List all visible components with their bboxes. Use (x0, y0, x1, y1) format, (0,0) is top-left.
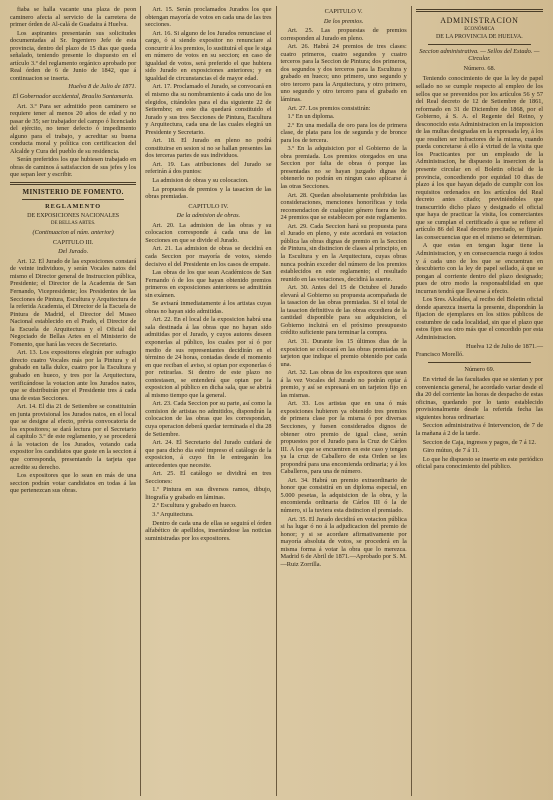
circular-number: Número. 68. (463, 64, 496, 72)
article-paragraph: Art. 21. La admision de obras se decidirá en cada Seccion por mayoría de votos, siendo decisivo el del Presidente en los casos de empate. (145, 245, 272, 268)
article-paragraph: Los expositores que lo sean en más de una seccion podrán votar candidatos en todas á las que pertenezcan sus obras. (10, 472, 137, 495)
article-paragraph: Art. 17. Proclamado el Jurado, se convocará en el mismo dia su nombramiento á cada uno de los elegidos, citándoles para el dia siguiente 22 de Setiembre; en este dia quedará constituido el Jurado y sus tres Secciones de Pintura, Escultura y Arquitectura, cada una de las cuales elegirá un Presidente y Secretario. (145, 83, 272, 136)
circular-paragraph: A que estas en tengan lugar tiene la Administracion, y en consecuencia ruego á todos y á cada uno de los que se encuentran en descubierto con la ley de papel sellado, á que se pongan al corriente dentro del plazo designado; pues de otro modo la responsabilidad en que incurran tendrá que llevarse á efecto. (415, 242, 543, 295)
column-1 (6, 6, 141, 796)
article-paragraph: 2.º En una medalla de oro para los de primera clase, de plata para los de segunda y de bronce para los de tercera. (280, 121, 407, 144)
notice-paragraph: fiaba se halla vacante una plaza de peon caminero afecta al servicio de la carretera de primer órden de Al-calá de Guadaira á Huelva. (10, 6, 137, 29)
chapter-heading: CAPITULO IV. (188, 202, 229, 210)
article-paragraph: Art. 34. Habrá un premio extraordinario de honor que consistirá en un diploma especial, en 5.000 pesetas, la adquisicion de la obra, y la encomienda ordinaria de Cárlos III ó la de número, si la tuviera esta distincion el premiado. (280, 476, 407, 514)
article-paragraph: Art. 19. Las atribuciones del Jurado se referirán á dos puntos: (145, 160, 272, 176)
article-paragraph: Art. 12. El Jurado de las exposiciones constará de veinte individuos, y serán Vocales natos del mismo el Director general de Instruccion pública, Presidente; el Director de la Academia de San Fernando, Vicepresidente; los Presidentes de las Secciones de Pintura, Escultura y Arquitectura de la referida Academia, el Director de la Escuela de Pintura de Madrid, el Director del Museo Nacional establecido en el Prado, el Director de la Escuela de Arquitectura y el Oficial del Negociado de Bellas Artes en el Ministerio de Fomento, que hará las veces de Secretario. (10, 257, 137, 348)
article-paragraph: 1.º En un diploma. (287, 113, 335, 121)
reglamento-subtitle: DE EXPOSICIONES NACIONALES (27, 212, 120, 219)
article-paragraph: Art. 24. El Secretario del Jurado cuidará de que para dicho dia esté impreso el catálogo de la exposicion, á cuyo fin le entregarán los antecedentes que necesite. (145, 439, 272, 469)
place-date: Huelva 12 de Julio de 1871.— (466, 342, 543, 350)
article-paragraph: Art. 30. Antes del 15 de Octubre el Jurado elevará al Gobierno su propuesta acompañada de la tasacion de las obras premiadas. Si el total de la tasacion definitiva de las obras excediera de la cantidad disponible para su adquisicion, el Gobierno incluirá en el próximo presupuesto crédito suficiente para terminar la compra. (280, 284, 407, 337)
article-paragraph: Art. 14. El dia 21 de Setiembre se constituirán en junta provisional los Jurados natos, en el local que se designe al efecto, prévia convocatoria de los expositores; se dará lectura por el Secretario al capítulo 3.º de este reglamento, y se procederá á la votacion de los Jurados, votando cada expositor los candidatos que guste en la seccion á que corresponda, presentando la tarjeta que acredite su derecho. (10, 403, 137, 471)
article-paragraph: Art. 33. Los artistas que en una ó más exposiciones hubieren ya obtenido tres premios de primera clase por la misma ó por diversas Secciones, y fuesen considerados dignos de obtener otro premio de igual clase, serán propuestos por el Jurado para la Cruz de Cárlos III. A los que se encuentren en este caso y tengan ya la cruz de Caballero de esta Orden se les propondrá para una encomienda ordinaria; y á los Caballeros, para una de número. (280, 400, 407, 476)
article-paragraph: 3.º En la adquisicion por el Gobierno de la obra premiada. Los premios otorgados en una Seccion por falta de obras ó porque las presentadas no se hayan juzgado dignas de obtenerlo no podrán en ningun caso aplicarse á las otras Secciones. (280, 145, 407, 191)
circular-paragraph: En virtud de las facultades que se sientan y por conveniencia general, he acordado variar desde el dia 20 del corriente las horas de despacho de estas oficinas, quedando por lo tanto establecido provisionalmente desde la referida fecha las siguientes horas ordinarias: (415, 376, 543, 421)
column-4 (412, 6, 547, 796)
column-layout (6, 6, 547, 796)
chapter-subheading: De la admision de obras. (176, 212, 241, 220)
article-paragraph: Art. 28. Quedan absolutamente prohibidas las consideraciones, menciones honoríficas y toda recomendacion de cualquier género fuera de los 24 premios que se establecen por este reglamento. (280, 191, 407, 222)
section-note: Seccion administrativa. — Sellos del Estado. — Circular. (419, 47, 540, 63)
circular-paragraph: Lo que he dispuesto se inserte en este periódico oficial para conocimiento del público. (415, 455, 543, 471)
signer-name: Francisco Morelló. (415, 351, 464, 359)
column-2 (141, 6, 276, 796)
article-paragraph: Art. 13. Los expositores elegirán por sufragio directo cuatro Vocales más por la Pintura y el grabado en talla dulce, cuatro por la Escultura y grabado en hueco, y tres por la Arquitectura, verificándose la votacion ante los Jurados natos, que se distribuirán por el Presidente tres á cada una de estas Secciones. (10, 349, 137, 402)
article-paragraph: Serán preferidos los que hubiesen trabajado en obras de caminos á satisfaccion de sus jefes y los que sepan leer y escribir. (10, 156, 137, 179)
article-paragraph: 1.º Pintura en sus diversos ramos, dibujo, litografía y grabado en láminas. (145, 486, 272, 501)
chapter-heading: CAPITULO III. (52, 238, 94, 246)
article-paragraph: Art. 25. El catálogo se dividirá en tres Secciones: (145, 470, 272, 485)
article-paragraph: Art. 31. Durante los 15 últimos dias de la exposicion se colocará en las obras premiadas un tarjeton que indique el premio obtenido por cada una. (280, 337, 407, 368)
article-paragraph: 3.º Arquitectura. (152, 511, 194, 518)
article-paragraph: Art. 25. Las propuestas de premios corresponden al Jurado en pleno. (280, 27, 407, 42)
article-paragraph: Art. 32. Las obras de los expositores que sean á la vez Vocales del Jurado no podrán optar á premio, y así se expresará en un tarjeton fijo en las mismas. (280, 369, 407, 399)
rule-divider (22, 199, 124, 200)
notice-paragraph: Los aspirantes presentarán sus solicitudes documentadas al Sr. Ingeniero Jefe de esta provincia, dentro del plazo de 15 dias que queda señalado, teniendo presente lo dispuesto en el artículo 3.º del reglamento orgánico aprobado por Real órden de 6 de Junio de 1842, que á continuacion se inserta. (10, 29, 137, 82)
ministry-heading: MINISTERIO DE FOMENTO. (22, 188, 124, 197)
article-paragraph: Art. 35. El Jurado decidirá en votacion pública si ha lugar ó no á la adjudicacion del premio de honor; y si se acordare afirmativamente por mayoría absoluta de votos, se procederá en la misma forma á votar la obra que lo merezca. Madrid 6 de Abril de 1871.—Aprobado por S. M.—Ruiz Zorrilla. (280, 515, 407, 568)
circular-paragraph: Los Sres. Alcaldes, al recibo del Boletin oficial donde aparezca inserta la presente, dispondrán la fijacion de ejemplares en los sitios públicos de costumbre de cada localidad, sin que el plazo que estos fijen sea otro más que el concedido por esta Administracion. (415, 296, 543, 342)
article-paragraph: Se avisará inmediatamente á los artistas cuyas obras no hayan sido admitidas. (145, 300, 272, 315)
article-paragraph: Art. 23. Cada Seccion por su parte, así como la comision de artistas no admitidos, dispondrán la colocacion de las obras que les correspondan, cuya operacion deberá quedar terminada el dia 28 de Setiembre. (145, 400, 272, 438)
article-paragraph: Art. 16. Si alguno de los Jurados renunciase el cargo, ó si siendo expositor no renunciare al concurrir á los premios, lo sustituirá el que le siga en número de votos en su seccion; en caso de igualdad de votos, será preferido el que hubiera sido Jurado en exposiciones anteriores; y en igualdad de circunstancias el de mayor edad. (145, 29, 272, 82)
article-paragraph: Art. 18. El Jurado en pleno no podrá constituirse en sesion si no se hallan presentes las dos terceras partes de sus individuos. (145, 137, 272, 160)
office-subtitle-2: DE LA PROVINCIA DE HUELVA. (435, 33, 523, 40)
article-paragraph: Las obras de los que sean Académicos de San Fernando ó de los que hayan obtenido premios primeros en exposiciones anteriores se admitirán sin exámen. (145, 269, 272, 299)
chapter-heading: CAPITULO V. (324, 8, 363, 15)
chapter-subheading: De los premios. (323, 17, 364, 25)
article-paragraph: 2.º Escultura y grabado en hueco. (152, 502, 237, 510)
chapter-subheading: Del Jurado. (58, 248, 89, 256)
article-paragraph: La propuesta de premios y la tasacion de las obras premiadas. (145, 185, 272, 201)
article-paragraph: La admision de obras y su colocacion. (152, 177, 249, 185)
circular-number: Número 69. (464, 365, 495, 373)
office-subtitle: ECONÓMICA (464, 26, 495, 32)
circular-paragraph: Seccion de Caja, ingresos y pagos, de 7 á 12. (422, 438, 537, 446)
article-paragraph: Art. 27. Los premios consistirán: (287, 104, 371, 112)
office-title: ADMINISTRACION (440, 16, 519, 25)
rule-divider (428, 362, 531, 363)
article-paragraph: Dentro de cada una de ellas se seguirá el órden alfabético de apellidos, insertándose las noticias suministradas por los expositores. (145, 519, 272, 542)
place-date: Huelva 8 de Julio de 1871. (68, 83, 137, 91)
circular-paragraph: Teniendo conocimiento de que la ley de papel sellado no se cumple respecto al empleo de los sellos que se prevenidos por los artículos 56 y 57 del Real decreto de 12 de Setiembre de 1861, reformado en 31 de Diciembre de 1868, por el Gobierno, á S. A. el Regente del Reino, y desconocido esta Administracion en la imposicion de las multas designadas en la expresada ley, á los que resulten ser infractores de la misma, cuando pueda concretarse á ello á virtud de la visita que los Practicantes por un empleado de la Administracion, he dispuesto la insercion de la presente circular en el Boletin oficial de la provincia, concediendo por equidad 10 dias de plazo á los que hayan dejado de cumplir con los requisitos ordenados en los artículos del Real decreto antes citado; previniéndoles que transcurrido dicho plazo y designado el oficial que haya de practicar la visita, los comerciantes que se cumplan el certificado á que se refiere el artículo 86 del Real decreto precitado, se fijarán las consecuencias que en el mismo se determinan. (415, 75, 543, 241)
governor-signature: El Gobernador accidental, Braulio Santamaria. (12, 93, 134, 101)
article-paragraph: Art. 22. En el local de la exposicion habrá una sala destinada á las obras que no hayan sido admitidas por el Jurado, y cuyos autores deseen exponerlas al público, los cuales por sí ó por medio de sus representantes decidirán en el término de 24 horas, contadas desde el momento en que reciban el aviso, si optan por exponerlas ó por retirarlas. Si dentro de este plazo no contestasen, se entenderá que optan por la exposicion al público en dicha sala, que se abrirá al mismo tiempo que la general. (145, 316, 272, 399)
article-paragraph: Art. 20. La admision de las obras y su colocacion corresponde á cada una de las Secciones en que se divide el Jurado. (145, 221, 272, 244)
reglamento-subtitle-2: DE BELLAS ARTES. (50, 221, 96, 227)
rule-divider (428, 44, 531, 45)
section-divider (416, 9, 543, 12)
article-paragraph: Art. 15. Serán proclamados Jurados los que obtengan mayoría de votos en cada una de las tres secciones. (145, 6, 272, 29)
article-paragraph: Art. 29. Cada Seccion hará su propuesta para el Jurado en pleno, y este acordará en votacion pública las obras dignas de premio en la Seccion de Pintura, sin distincion de clases al principio, en la Escultura y en la Arquitectura, cuyas obras nunca podrán exceder del número de los premios establecidos en este reglamento; el resultado reunido en las votaciones, decidirá la suerte. (280, 222, 407, 283)
continuation-note: (Continuacion al núm. anterior) (32, 229, 114, 237)
article-paragraph: Art. 26. Habrá 24 premios de tres clases: cuatro primeros, cuatro segundos y cuatro terceros para la Seccion de Pintura; dos primeros, dos segundos y dos terceros para la Escultura y grabado en hueco; uno primero, uno segundo y otro tercero para la Arquitectura, y otro primero, uno segundo y otro tercero para el grabado en láminas. (280, 43, 407, 104)
column-3 (277, 6, 412, 796)
circular-paragraph: Giro mútuo, de 7 á 11. (422, 447, 480, 455)
circular-paragraph: Seccion administrativa é Intervencion, de 7 de la mañana á 2 de la tarde. (415, 422, 543, 438)
section-divider (10, 182, 136, 185)
article-paragraph: Art. 3.º Para ser admitido peon caminero se requiere tener al menos 20 años de edad y no pasar de 35; ser trabajador del campo ó licenciado del ejército, no tener defecto ó impedimento alguno para el trabajo, y acreditar su buena conducta moral y política con certificacion del Alcalde y Cura del pueblo de su residencia. (10, 102, 137, 155)
reglamento-title: REGLAMENTO (45, 203, 102, 211)
